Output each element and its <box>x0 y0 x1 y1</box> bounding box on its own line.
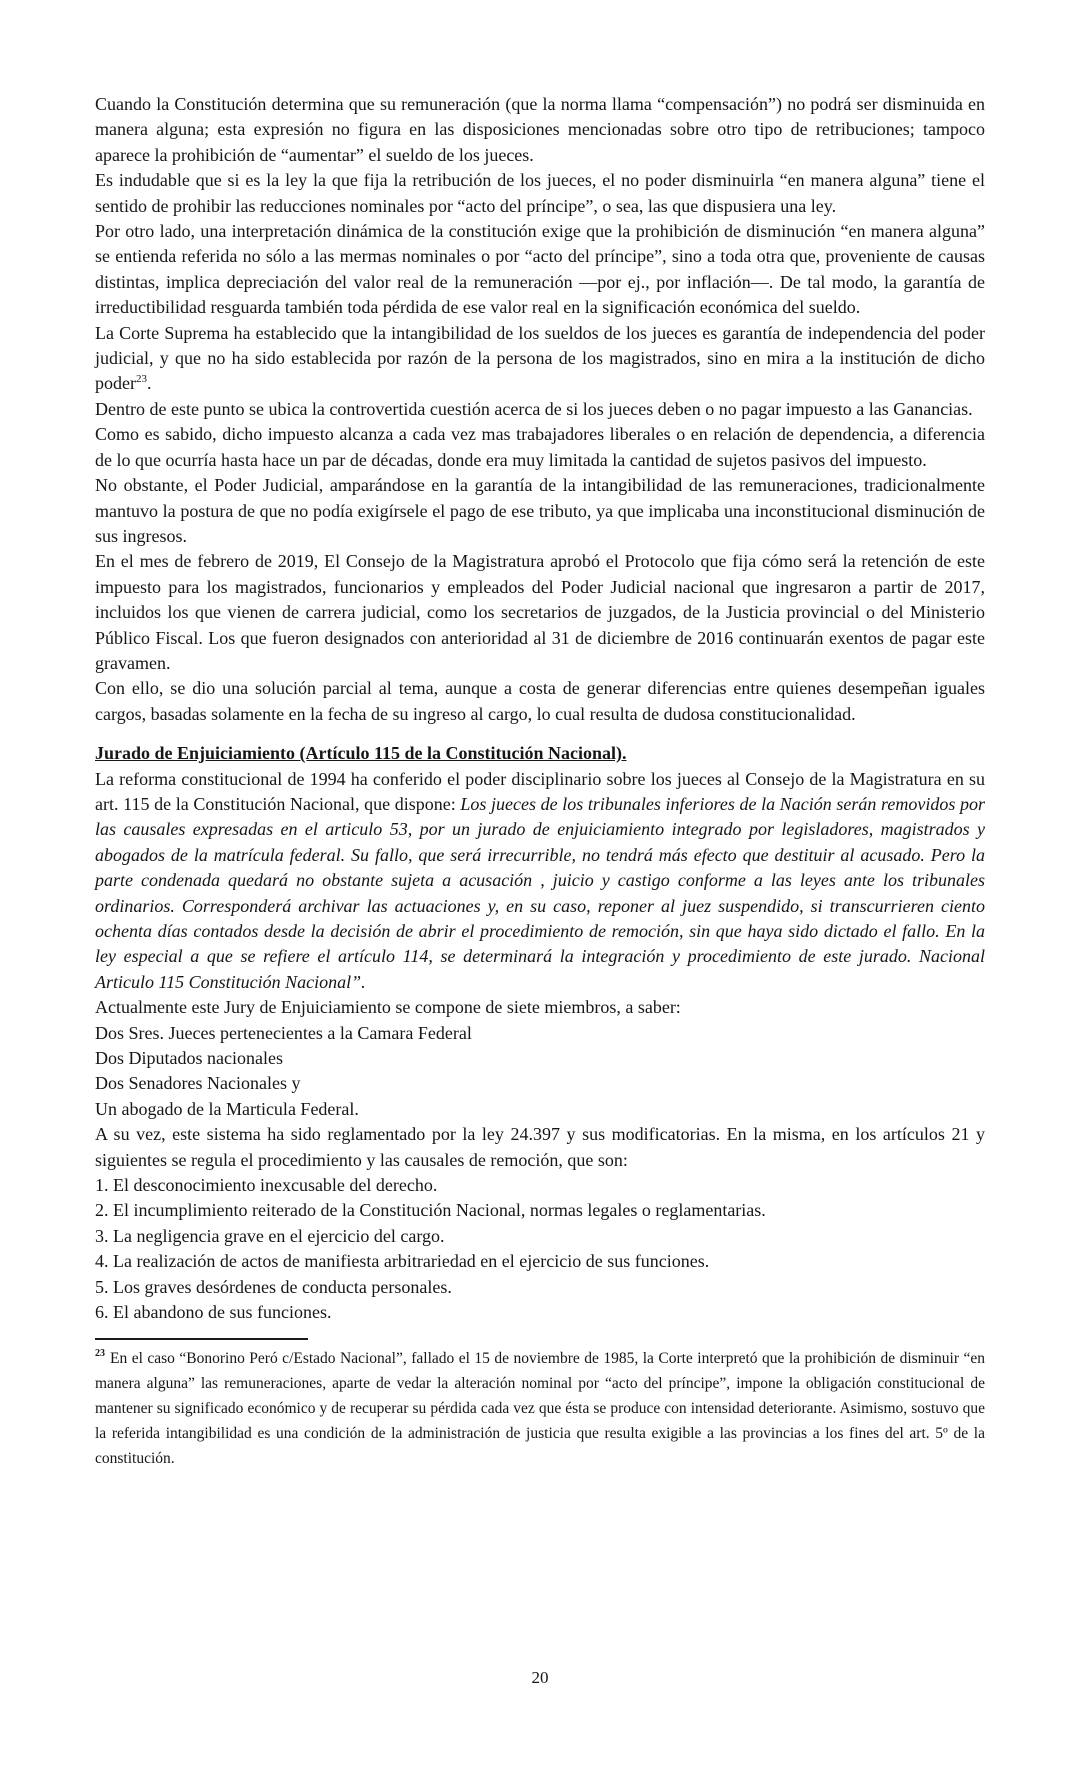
removal-cause-line: 1. El desconocimiento inexcusable del derecho. <box>95 1175 438 1196</box>
page-number: 20 <box>531 1668 549 1687</box>
removal-cause-line: 6. El abandono de sus funciones. <box>95 1302 332 1323</box>
paragraph-text: La Corte Suprema ha establecido que la intangibilidad de los sueldos de los jueces es garantía de independencia del poder judicial, y que no ha sido establecida por razón de la persona de los magistrados, sino en mira a la institución de dicho poder <box>95 322 985 394</box>
removal-cause-line: 4. La realización de actos de manifiesta arbitrariedad en el ejercicio de sus funciones. <box>95 1251 710 1272</box>
jury-member-line: Dos Sres. Jueces pertenecientes a la Camara Federal <box>95 1022 472 1043</box>
constitutional-quote-text: Los jueces de los tribunales inferiores de la Nación serán removidos por las causales expresadas en el articulo 53, por un jurado de enjuiciamiento integrado por legisladores, magistrados y abogados de la matrícula federal. Su fallo, que será irrecurrible, no tendrá más efecto que destituir al acusado. Pero la parte condenada quedará no obstante sujeta a acusación , juicio y castigo conforme a las leyes ante los tribunales ordinarios. Corresponderá archivar las actuaciones y, en su caso, reponer al juez suspendido, si transcurrieren ciento ochenta días contados desde la decisión de abrir el procedimiento de remoción, sin que haya sido dictado el fallo. En la ley especial a que se refiere el artículo 114, se determinará la integración y procedimiento de este jurado. Nacional Articulo 115 Constitución Nacional”. <box>95 793 985 992</box>
footnote-section <box>95 1338 985 1471</box>
paragraph: Cuando la Constitución determina que su remuneración (que la norma llama “compensación”) no podrá ser disminuida en manera alguna; esta expresión no figura en las disposiciones mencionadas sobre otro tipo de retribuciones; tampoco aparece la prohibición de “aumentar” el sueldo de los jueces. <box>95 94 985 165</box>
footnote-separator <box>95 1338 308 1340</box>
paragraph: Dentro de este punto se ubica la controvertida cuestión acerca de si los jueces deben o no pagar impuesto a las Ganancias. <box>95 398 973 419</box>
reform-paragraph <box>95 767 985 996</box>
footnote-reference: 23 <box>135 373 147 386</box>
jury-intro: Actualmente este Jury de Enjuiciamiento se compone de siete miembros, a saber: <box>95 997 681 1018</box>
paragraph-with-footnote-ref <box>95 321 985 397</box>
footnote-text: En el caso “Bonorino Peró c/Estado Nacional”, fallado el 15 de noviembre de 1985, la Corte interpretó que la prohibición de disminuir “en manera alguna” las remuneraciones, aparte de vedar la alteración nominal por “acto del príncipe”, impone la obligación constitucional de mantener su significado económico y de recuperar su pérdida cada vez que ésta se produce con intensidad deteriorante. Asimismo, sostuvo que la referida intangibilidad es una condición de la administración de justicia que resulta exigible a las provincias a los fines del art. 5º de la constitución. <box>95 1349 985 1467</box>
removal-cause-line: 2. El incumplimiento reiterado de la Constitución Nacional, normas legales o reglamentarias. <box>95 1200 766 1221</box>
paragraph: No obstante, el Poder Judicial, amparándose en la garantía de la intangibilidad de las remuneraciones, tradicionalmente mantuvo la postura de que no podía exigírsele el pago de ese tributo, ya que implicaba una inconstitucional disminución de sus ingresos. <box>95 475 985 546</box>
footnote-marker: 23 <box>95 1348 105 1360</box>
jury-member-line: Dos Diputados nacionales <box>95 1048 283 1069</box>
jury-member-line: Dos Senadores Nacionales y <box>95 1073 301 1094</box>
regulation-intro: A su vez, este sistema ha sido reglamentado por la ley 24.397 y sus modificatorias. En la misma, en los artículos 21 y siguientes se regula el procedimiento y las causales de remoción, que son: <box>95 1124 985 1170</box>
removal-cause-line: 5. Los graves desórdenes de conducta personales. <box>95 1276 452 1297</box>
jury-member-line: Un abogado de la Marticula Federal. <box>95 1098 359 1119</box>
removal-cause-line: 3. La negligencia grave en el ejercicio del cargo. <box>95 1225 445 1246</box>
footnote <box>95 1346 985 1471</box>
paragraph-text: . <box>146 373 152 394</box>
section-heading-text: Jurado de Enjuiciamiento (Artículo 115 de la Constitución Nacional). <box>95 743 627 764</box>
page-content <box>95 92 985 1471</box>
paragraph: En el mes de febrero de 2019, El Consejo de la Magistratura aprobó el Protocolo que fija cómo será la retención de este impuesto para los magistrados, funcionarios y empleados del Poder Judicial nacional que ingresaron a partir de 2017, incluidos los que vienen de carrera judicial, como los secretarios de juzgados, de la Justicia provincial o del Ministerio Público Fiscal. Los que fueron designados con anterioridad al 31 de diciembre de 2016 continuarán exentos de pagar este gravamen. <box>95 551 985 673</box>
paragraph: Por otro lado, una interpretación dinámica de la constitución exige que la prohibición de disminución “en manera alguna” se entienda referida no sólo a las mermas nominales o por “acto del príncipe”, sino a toda otra que, proveniente de causas distintas, implica depreciación del valor real de la remuneración —por ej., por inflación—. De tal modo, la garantía de irreductibilidad resguarda también toda pérdida de ese valor real en la significación económica del sueldo. <box>95 221 985 318</box>
paragraph: Como es sabido, dicho impuesto alcanza a cada vez mas trabajadores liberales o en relación de dependencia, a diferencia de lo que ocurría hasta hace un par de décadas, donde era muy limitada la cantidad de sujetos pasivos del impuesto. <box>95 424 985 470</box>
section-heading <box>95 741 985 766</box>
paragraph: Con ello, se dio una solución parcial al tema, aunque a costa de generar diferencias entre quienes desempeñan iguales cargos, basadas solamente en la fecha de su ingreso al cargo, lo cual resulta de dudosa constitucionalidad. <box>95 678 985 724</box>
paragraph: Es indudable que si es la ley la que fija la retribución de los jueces, el no poder disminuirla “en manera alguna” tiene el sentido de prohibir las reducciones nominales por “acto del príncipe”, o sea, las que dispusiera una ley. <box>95 170 985 216</box>
reform-intro-text: La reforma constitucional de 1994 ha conferido el poder disciplinario sobre los jueces al Consejo de la Magistratura en su art. 115 de la Constitución Nacional, que dispone: <box>95 768 985 814</box>
